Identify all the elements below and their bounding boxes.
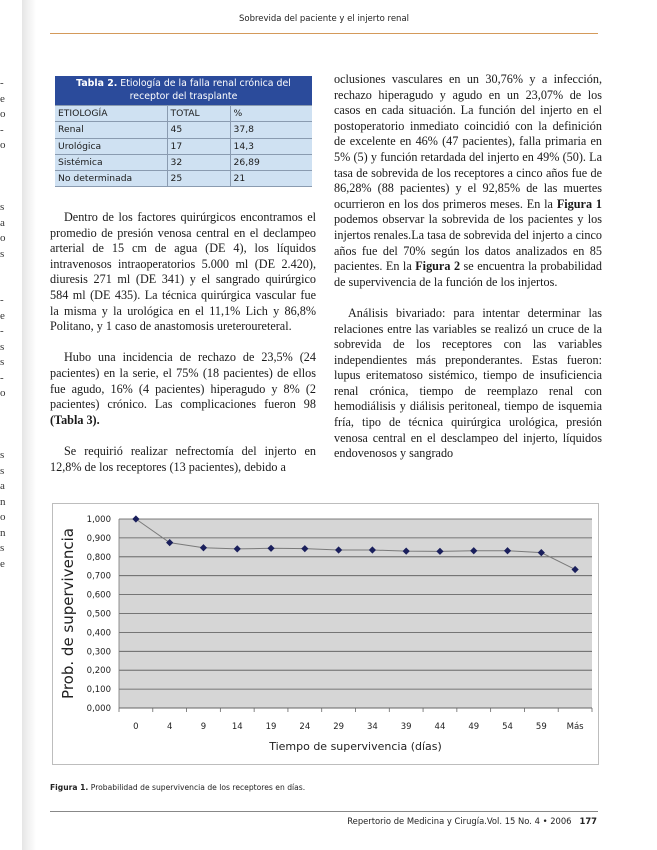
x-tick-label: 49 xyxy=(468,722,480,732)
table-cell: Sistémica xyxy=(55,154,167,170)
x-tick-label: 19 xyxy=(265,722,277,732)
table-row xyxy=(55,171,312,187)
paragraph: Se requirió realizar nefrectomía del injerto en 12,8% de los receptores (13 pacientes), debido a xyxy=(50,443,316,474)
y-tick-label: 0,200 xyxy=(86,666,111,677)
y-tick-label: 0,400 xyxy=(86,628,111,639)
table-header-cell: % xyxy=(230,106,312,122)
margin-char: s xyxy=(0,201,5,213)
x-axis-label: Tiempo de supervivencia (días) xyxy=(269,740,442,753)
survival-chart xyxy=(52,503,599,765)
chart-canvas xyxy=(53,504,600,766)
x-tick-label: 29 xyxy=(333,722,345,732)
table-caption-text: Etiología de la falla renal crónica del receptor del trasplante xyxy=(117,78,291,102)
table-cell: Urológica xyxy=(55,138,167,154)
paragraph-text: oclusiones vasculares en un 30,76% y a infección, rechazo hiperagudo y agudo en un 23,07% de los casos en cada situación. La función del injerto en el postoperatorio inmediato coincidió con la definición de excelente en 46% (47 pacientes), falla primaria en 5% (5) y función retardada del injerto en 49% (50). La tasa de sobrevida de los receptores a cinco años fue de 86,28% (88 pacientes) y el 92,85% de las muertes ocurrieron en los dos primeros meses. En la xyxy=(334,72,602,211)
y-tick-label: 0,600 xyxy=(86,590,111,601)
margin-char xyxy=(0,278,10,294)
y-tick-label: 0,700 xyxy=(86,571,111,582)
y-tick-label: 0,800 xyxy=(86,552,111,563)
margin-char: o xyxy=(0,511,6,523)
journal-citation: Repertorio de Medicina y Cirugía.Vol. 15 No. 4 • 2006 xyxy=(347,816,572,826)
table-2 xyxy=(55,76,312,187)
table-header-cell: ETIOLOGÍA xyxy=(55,106,167,122)
page-gutter-shadow xyxy=(22,0,36,850)
margin-char xyxy=(0,185,10,201)
margin-char: n xyxy=(0,526,6,539)
page-footer xyxy=(347,816,597,826)
margin-char: - xyxy=(0,294,4,306)
x-tick-label: 59 xyxy=(535,722,547,732)
x-tick-label: 9 xyxy=(200,722,207,732)
margin-char: e xyxy=(0,557,5,570)
table-caption xyxy=(55,76,312,106)
table-cell: 14,3 xyxy=(230,138,312,154)
margin-char: s xyxy=(0,356,5,368)
margin-char: - xyxy=(0,123,4,136)
x-tick-label: 24 xyxy=(299,722,311,732)
page-number: 177 xyxy=(579,816,597,826)
paragraph xyxy=(50,350,316,428)
margin-char xyxy=(0,169,10,185)
y-axis-label: Prob. de supervivencia xyxy=(59,528,77,699)
margin-char: a xyxy=(0,216,5,229)
margin-char xyxy=(0,262,10,278)
paragraph-text: se encuentra la probabilidad de supervivencia de la función de los injertos. xyxy=(334,259,602,289)
margin-char: o xyxy=(0,387,6,399)
y-tick-label: 0,000 xyxy=(86,704,111,714)
table-row xyxy=(55,138,312,154)
table-row xyxy=(55,122,312,138)
margin-char: - xyxy=(0,371,4,384)
y-tick-label: 0,100 xyxy=(86,685,111,696)
running-head: Sobrevida del paciente y el injerto renal xyxy=(238,14,410,24)
margin-char: s xyxy=(0,464,5,477)
margin-char: s xyxy=(0,247,5,260)
margin-char: o xyxy=(0,139,6,151)
left-column xyxy=(50,210,316,491)
margin-char: o xyxy=(0,108,6,120)
margin-char xyxy=(0,402,10,418)
margin-char: e xyxy=(0,309,5,322)
x-tick-label: 34 xyxy=(366,722,378,732)
margin-char: a xyxy=(0,480,5,492)
table-cell: 25 xyxy=(167,171,230,187)
y-tick-label: 0,300 xyxy=(86,647,111,658)
paragraph xyxy=(334,72,602,290)
right-column xyxy=(334,72,602,477)
margin-char: e xyxy=(0,92,5,105)
table-cell: 32 xyxy=(167,154,230,170)
x-tick-label: 0 xyxy=(133,722,139,732)
figure-caption xyxy=(50,783,305,792)
margin-char xyxy=(0,417,10,433)
table-cell: 26,89 xyxy=(230,154,312,170)
margin-char xyxy=(0,154,10,170)
table-reference: (Tabla 3). xyxy=(50,412,100,427)
x-tick-label: 14 xyxy=(231,722,243,732)
paragraph-text: Hubo una incidencia de rechazo de 23,5% (24 pacientes) en la serie, el 75% (18 pacientes) de ellos fue agudo, 16% (4 pacientes) hiperagudo y 8% (2 pacientes) crónico. Las complicaciones fueron 98 xyxy=(50,350,316,412)
table-caption-label: Tabla 2. xyxy=(76,78,118,89)
figure-reference: Figura 1 xyxy=(556,196,602,211)
margin-char: o xyxy=(0,232,6,244)
table-cell: Renal xyxy=(55,122,167,138)
figure-reference: Figura 2 xyxy=(415,259,461,274)
table-cell: 45 xyxy=(167,122,230,138)
paragraph: Dentro de los factores quirúrgicos encontramos el promedio de presión venosa central en el declampeo arterial de 15 cm de agua (DE 4), los líquidos intravenosos intraoperatorios 5.000 ml (DE 2.420), diuresis 271 ml (DE 341) y el sangrado quirúrgico 584 ml (DE 435). La técnica quirúrgica vascular fue la misma y la urológica en el 11,1% Lich y 86,8% Politano, y 1 caso de anastomosis ureteroureteral. xyxy=(50,210,316,334)
margin-char: s xyxy=(0,340,5,353)
y-tick-label: 1,000 xyxy=(86,515,111,525)
x-tick-label: Más xyxy=(566,722,584,732)
table-cell: 17 xyxy=(167,138,230,154)
table-header-cell: TOTAL xyxy=(167,106,230,122)
y-tick-label: 0,500 xyxy=(86,609,111,620)
figure-caption-label: Figura 1. xyxy=(50,783,89,792)
margin-char xyxy=(0,433,10,449)
x-tick-label: 4 xyxy=(166,722,173,732)
table-cell: 37,8 xyxy=(230,122,312,138)
table-header-row xyxy=(55,106,312,122)
margin-char: n xyxy=(0,495,6,508)
y-tick-label: 0,900 xyxy=(86,533,111,544)
paragraph-text: podemos observar la sobrevida de los pacientes y los injertos renales.La tasa de sobrevida del injerto a cinco años fue del 70% según los datos analizados en 85 pacientes. En la xyxy=(334,212,602,274)
margin-char: s xyxy=(0,542,5,554)
adjacent-page-margin-text xyxy=(0,76,10,572)
x-tick-label: 44 xyxy=(434,722,446,732)
table-cell: No determinada xyxy=(55,171,167,187)
margin-char: - xyxy=(0,325,4,337)
table-row xyxy=(55,154,312,170)
figure-caption-text: Probabilidad de supervivencia de los receptores en días. xyxy=(88,783,306,792)
x-tick-label: 39 xyxy=(400,722,412,732)
margin-char: s xyxy=(0,449,5,461)
footer-rule xyxy=(50,811,598,812)
margin-char: - xyxy=(0,77,4,89)
header-rule xyxy=(50,33,598,34)
paragraph: Análisis bivariado: para intentar determinar las relaciones entre las variables se realizó un cruce de la sobrevida de los receptores con las variables independientes más preponderantes. Estas fueron: lupus eritematoso sistémico, tiempo de insuficiencia renal crónica, tiempo de reemplazo renal con hemodiálisis y diálisis peritoneal, tiempo de isquemia fría, tipo de técnica quirúrgica urológica, presión venosa central en el desclampeo del injerto, líquidos endovenosos y sangrado xyxy=(334,305,602,461)
table-cell: 21 xyxy=(230,171,312,187)
x-tick-label: 54 xyxy=(502,722,513,732)
